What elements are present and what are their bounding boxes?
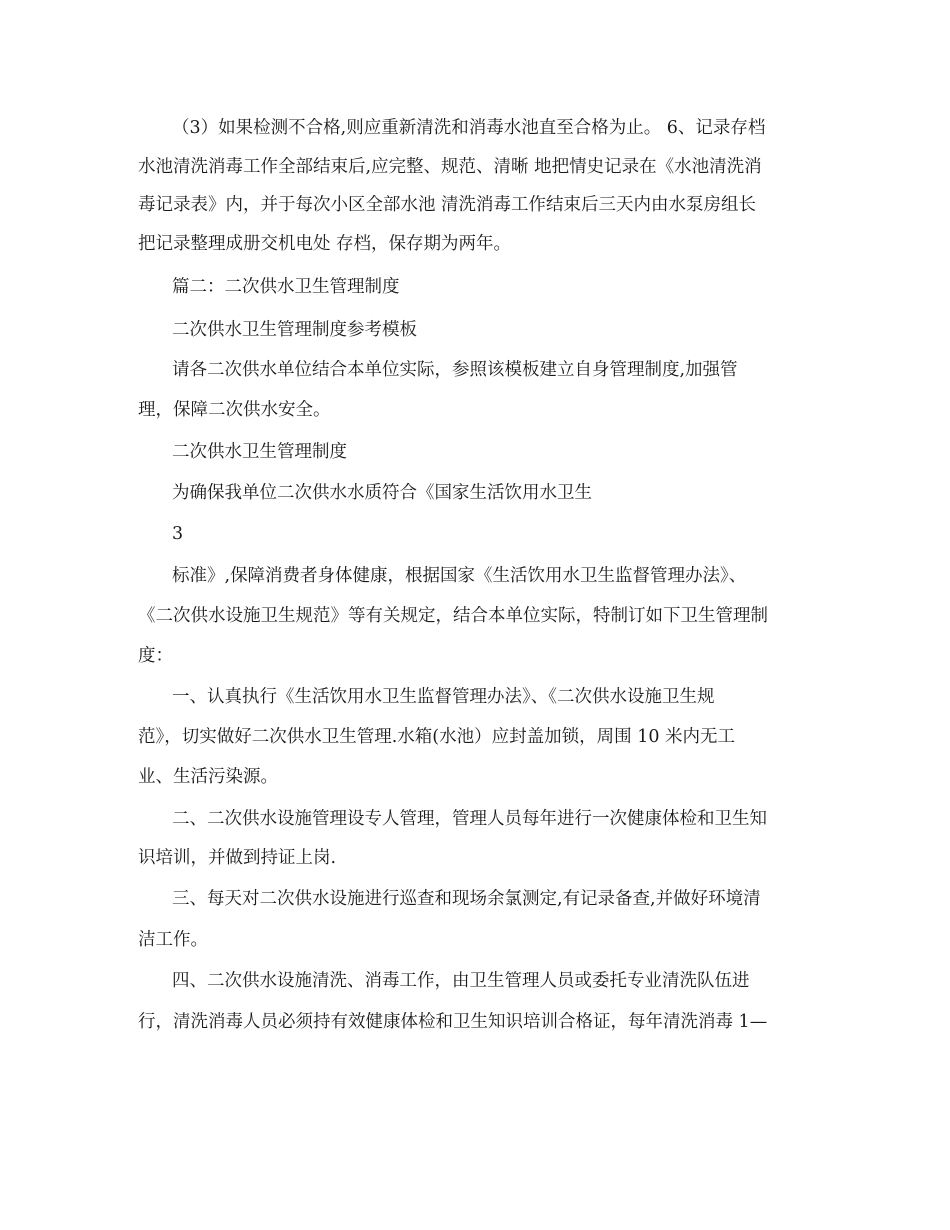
text-line: 四、二次供水设施清洗、消毒工作，由卫生管理人员或委托专业清洗队伍进 (172, 971, 750, 991)
text-line: 二、二次供水设施管理设专人管理，管理人员每年进行一次健康体检和卫生知 (172, 809, 767, 829)
text-line: 行，清洗消毒人员必须持有效健康体检和卫生知识培训合格证，每年清洗消毒 1— (138, 1012, 768, 1032)
text-line: 二次供水卫生管理制度 (172, 442, 347, 462)
text-line: 《二次供水设施卫生规范》等有关规定，结合本单位实际，特制订如下卫生管理制 (138, 606, 768, 626)
section-heading: 篇二：二次供水卫生管理制度 (172, 277, 400, 297)
text-line: 洁工作。 (138, 930, 208, 950)
text-line: 一、认真执行《生活饮用水卫生监督管理办法》、《二次供水设施卫生规 (172, 687, 715, 707)
text-line: 范》，切实做好二次供水卫生管理.水箱(水池）应封盖加锁，周围 10 米内无工 (138, 727, 736, 747)
text-line: （3）如果检测不合格,则应重新清洗和消毒水池直至合格为止。 6、记录存档 (172, 118, 766, 138)
text-line: 请各二次供水单位结合本单位实际，参照该模板建立自身管理制度,加强管 (172, 360, 738, 380)
text-line: 度： (138, 646, 173, 666)
text-line: 标准》,保障消费者身体健康，根据国家《生活饮用水卫生监督管理办法》、 (172, 566, 747, 586)
text-line: 二次供水卫生管理制度参考模板 (172, 320, 417, 340)
text-line: 三、每天对二次供水设施进行巡查和现场余氯测定,有记录备查,并做好环境清 (172, 889, 761, 909)
text-line: 为确保我单位二次供水水质符合《国家生活饮用水卫生 (172, 483, 592, 503)
text-line: 把记录整理成册交机电处 存档，保存期为两年。 (138, 234, 512, 254)
text-line: 毒记录表》内，并于每次小区全部水池 清洗消毒工作结束后三天内由水泵房组长 (138, 195, 757, 215)
text-line: 业、生活污染源。 (138, 767, 278, 787)
text-line: 理，保障二次供水安全。 (138, 400, 331, 420)
text-line: 水池清洗消毒工作全部结束后,应完整、规范、清晰 地把情史记录在《水池清洗消 (138, 157, 762, 177)
page-number: 3 (172, 524, 184, 544)
text-line: 识培训，并做到持证上岗. (138, 848, 337, 868)
